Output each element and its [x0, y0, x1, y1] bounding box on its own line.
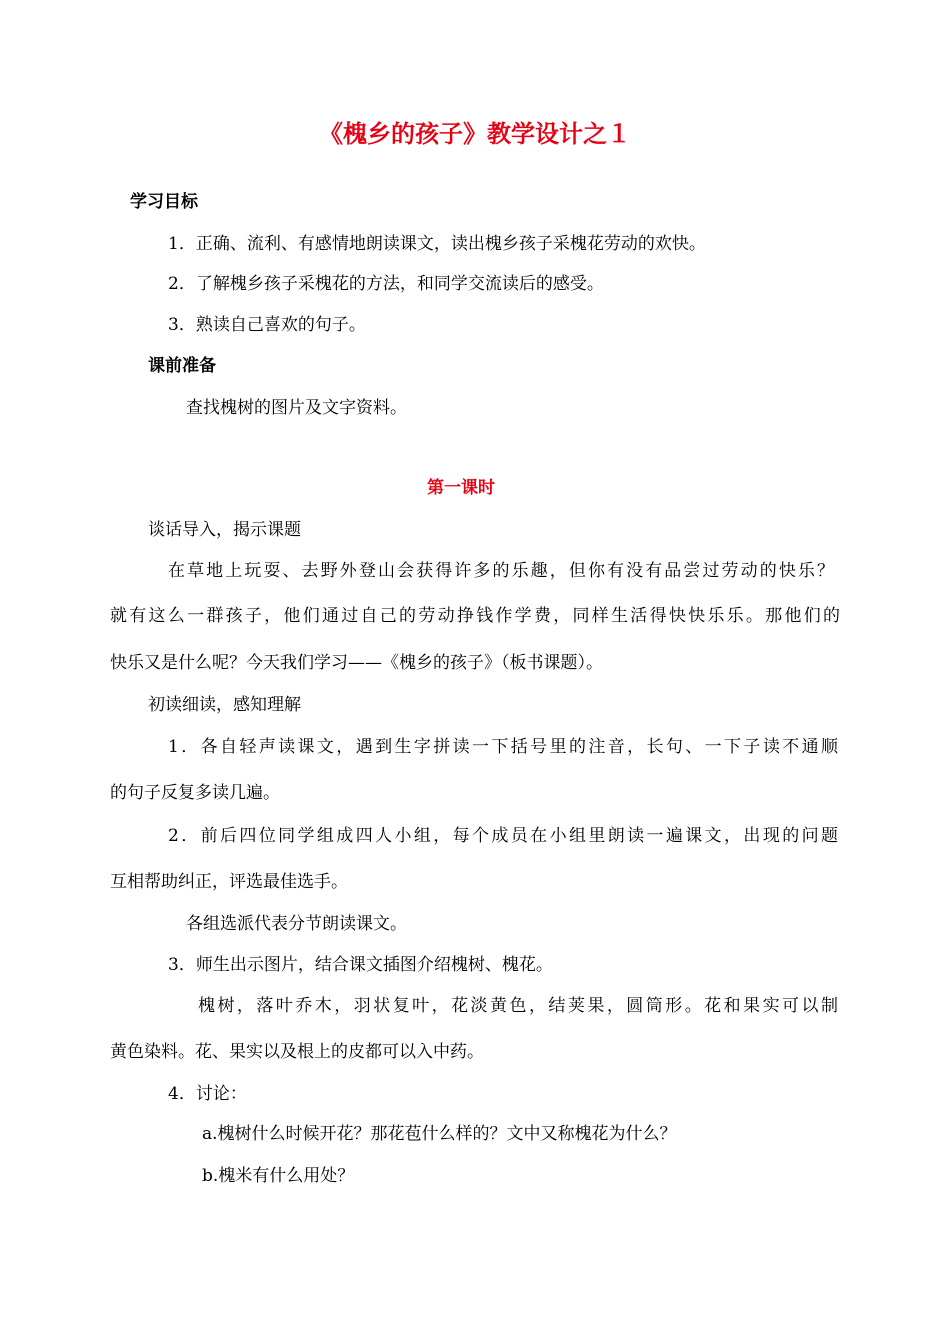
- intro-paragraph-line: 就有这么一群孩子，他们通过自己的劳动挣钱作学费，同样生活得快快乐乐。那他们的: [110, 606, 840, 626]
- page-title: 《槐乡的孩子》教学设计之１: [319, 119, 631, 148]
- step-line: 1．各自轻声读课文，遇到生字拼读一下括号里的注音，长句、一下子读不通顺: [168, 737, 838, 757]
- step-note: 各组选派代表分节朗读课文。: [186, 914, 407, 934]
- preparation-text: 查找槐树的图片及文字资料。: [186, 398, 407, 418]
- step-line: 3．师生出示图片，结合课文插图介绍槐树、槐花。: [168, 955, 553, 975]
- intro-paragraph-line: 在草地上玩耍、去野外登山会获得许多的乐趣，但你有没有品尝过劳动的快乐？: [168, 561, 834, 581]
- section-title: 初读细读，感知理解: [148, 695, 301, 715]
- lesson-heading: 第一课时: [427, 478, 495, 498]
- objective-item: 2．了解槐乡孩子采槐花的方法，和同学交流读后的感受。: [168, 274, 604, 294]
- preparation-heading: 课前准备: [148, 356, 216, 376]
- intro-paragraph-line: 快乐又是什么呢？今天我们学习——《槐乡的孩子》（板书课题）。: [110, 653, 603, 673]
- discussion-question: b.槐米有什么用处？: [202, 1166, 355, 1186]
- step-line: 的句子反复多读几遍。: [110, 783, 280, 803]
- description-line: 槐树，落叶乔木，羽状复叶，花淡黄色，结荚果，圆筒形。花和果实可以制: [198, 996, 838, 1016]
- step-line: 4．讨论：: [168, 1084, 247, 1104]
- objective-item: 3．熟读自己喜欢的句子。: [168, 315, 366, 335]
- description-line: 黄色染料。花、果实以及根上的皮都可以入中药。: [110, 1042, 484, 1062]
- section-title: 谈话导入，揭示课题: [148, 520, 301, 540]
- objective-item: 1．正确、流利、有感情地朗读课文，读出槐乡孩子采槐花劳动的欢快。: [168, 234, 706, 254]
- discussion-question: a.槐树什么时候开花？那花苞什么样的？文中又称槐花为什么？: [202, 1124, 677, 1144]
- step-line: 互相帮助纠正，评选最佳选手。: [110, 872, 348, 892]
- step-line: 2．前后四位同学组成四人小组，每个成员在小组里朗读一遍课文，出现的问题: [168, 826, 838, 846]
- objectives-heading: 学习目标: [130, 192, 198, 212]
